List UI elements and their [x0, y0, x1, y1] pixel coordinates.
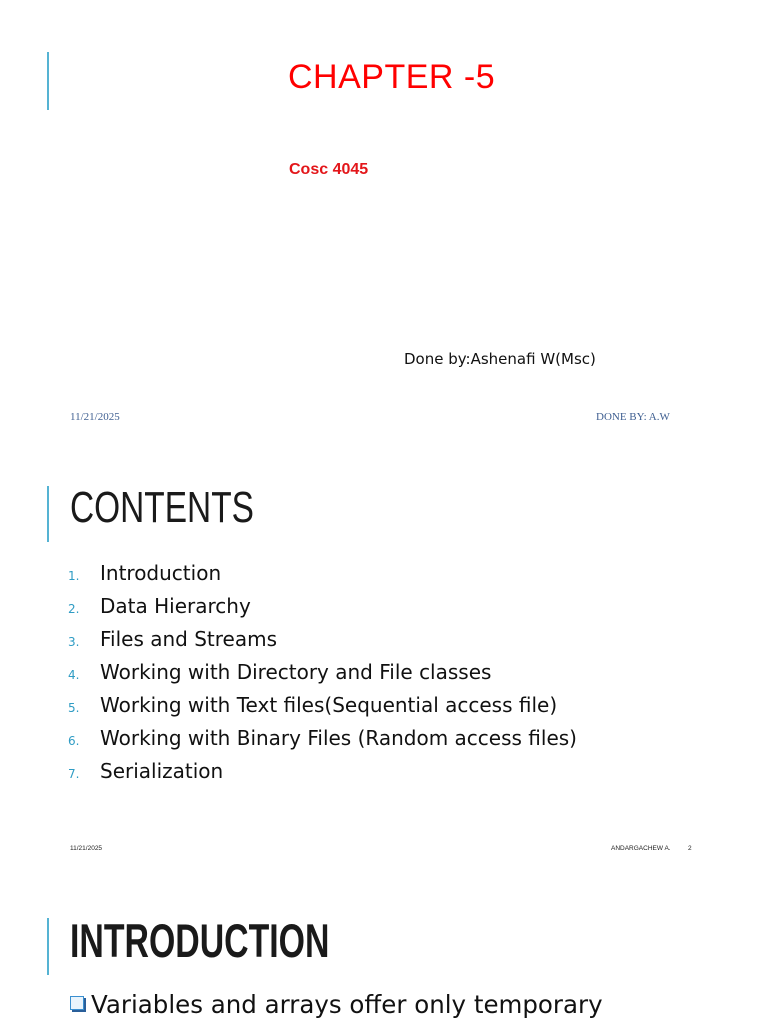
- list-item-number: 4.: [68, 668, 80, 682]
- list-item-text: Working with Binary Files (Random access files): [100, 726, 577, 750]
- list-item: [68, 623, 577, 656]
- list-item-text: Working with Directory and File classes: [100, 660, 492, 684]
- footer-date: 11/21/2025: [70, 845, 103, 852]
- slide-heading: CONTENTS: [70, 483, 254, 532]
- list-item-text: Files and Streams: [100, 627, 278, 651]
- slide-heading: INTRODUCTION: [70, 914, 330, 967]
- accent-bar: [47, 486, 49, 542]
- course-code: Cosc 4045: [289, 161, 369, 178]
- footer-date: 11/21/2025: [70, 411, 120, 423]
- bullet-text: Variables and arrays offer only temporary: [91, 990, 603, 1019]
- accent-bar: [47, 52, 49, 110]
- footer-author: DONE BY: A.W: [596, 411, 670, 423]
- list-item: [68, 590, 577, 623]
- slide-contents: [0, 440, 768, 870]
- list-item: [68, 557, 577, 590]
- list-item-number: 5.: [68, 701, 80, 715]
- list-item: [68, 755, 577, 788]
- slide-introduction: [0, 870, 768, 1024]
- chapter-title: CHAPTER -5: [288, 58, 496, 96]
- contents-list: [68, 557, 577, 788]
- list-item: [68, 722, 577, 755]
- footer-author: ANDARGACHEW A.: [611, 845, 671, 852]
- list-item-number: 1.: [68, 569, 80, 583]
- list-item: [68, 689, 577, 722]
- bullet-square-icon: [70, 996, 84, 1010]
- list-item: [68, 656, 577, 689]
- list-item-number: 7.: [68, 767, 80, 781]
- slide-title: [0, 0, 768, 440]
- list-item-number: 3.: [68, 635, 80, 649]
- author-line: Done by:Ashenafi W(Msc): [404, 350, 596, 368]
- list-item-text: Serialization: [100, 759, 224, 783]
- page-number: 2: [688, 845, 692, 852]
- list-item-number: 2.: [68, 602, 80, 616]
- list-item-number: 6.: [68, 734, 80, 748]
- list-item-text: Introduction: [100, 561, 222, 585]
- list-item-text: Working with Text files(Sequential access file): [100, 693, 558, 717]
- accent-bar: [47, 918, 49, 975]
- list-item-text: Data Hierarchy: [100, 594, 251, 618]
